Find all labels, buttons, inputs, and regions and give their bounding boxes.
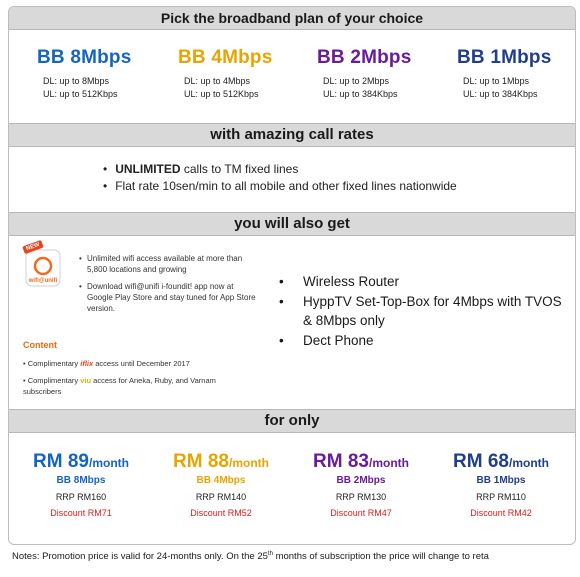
extras-item: • Wireless Router (273, 272, 573, 292)
plan-4mbps (178, 47, 318, 101)
viu-logo: viu (80, 376, 92, 385)
iflix-logo: iflix (80, 359, 94, 368)
price-amount: RM 88 (173, 451, 229, 472)
price-discount: Discount RM52 (190, 508, 252, 518)
wifi-unifi-app-icon (25, 247, 61, 287)
wifi-line-2: Download wifi@unifi i-foundit! app now at Google Play Store and stay tuned for App Store version. (87, 282, 256, 313)
new-badge: NEW (22, 240, 44, 254)
plan-name: BB 1Mbps (457, 47, 552, 68)
svg-text:wifi@unifi: wifi@unifi (28, 278, 58, 284)
plan-2mbps (317, 47, 457, 101)
pricing-title: for only (9, 409, 575, 433)
price-rrp: RRP RM160 (55, 492, 107, 502)
plan-dl: DL: up to 1Mbps (463, 76, 530, 86)
plan-ul: UL: up to 512Kbps (43, 89, 118, 99)
plan-ul: UL: up to 384Kbps (323, 89, 398, 99)
plan-dl: DL: up to 4Mbps (184, 76, 251, 86)
plan-dl: DL: up to 8Mbps (43, 76, 110, 86)
notes-text: Notes: Promotion price is valid for 24-months only. On the 25th months of subscription the price will change to reta (12, 551, 489, 563)
plan-1mbps (457, 47, 576, 101)
call-rate-item: • UNLIMITED calls to TM fixed lines (103, 161, 457, 178)
price-4mbps: RM 88/month BB 4Mbps RRP RM140 Discount RM52 (151, 451, 291, 518)
call-rate-item: • Flat rate 10sen/min to all mobile and other fixed lines nationwide (103, 178, 457, 195)
plan-ul: UL: up to 512Kbps (184, 89, 259, 99)
header-title: Pick the broadband plan of your choice (9, 7, 575, 30)
price-plan: BB 8Mbps (56, 475, 106, 486)
price-discount: Discount RM47 (330, 508, 392, 518)
price-rrp: RRP RM110 (476, 492, 526, 502)
wifi-line-1: Unlimited wifi access available at more than 5,800 locations and growing (87, 254, 243, 274)
extras-item: • HyppTV Set-Top-Box for 4Mbps with TVOS & 8Mbps only (273, 292, 573, 331)
price-1mbps: RM 68/month BB 1Mbps RRP RM110 Discount RM42 (431, 451, 571, 518)
call-rates-title: with amazing call rates (9, 123, 575, 147)
plan-name: BB 8Mbps (37, 47, 132, 68)
extras-list (273, 272, 573, 350)
plan-name: BB 4Mbps (178, 47, 273, 68)
price-amount: RM 68 (453, 451, 509, 472)
extras-item: • Dect Phone (273, 331, 573, 351)
content-list: • Complimentary iflix access until December 2017 • Complimentary viu access for Aneka, Ruby, and Varnam subscribers (23, 359, 216, 396)
price-rrp: RRP RM140 (195, 492, 247, 502)
price-amount: RM 83 (313, 451, 369, 472)
price-plan: BB 4Mbps (196, 475, 246, 486)
promo-card (8, 6, 576, 545)
call-rates-list (103, 161, 457, 195)
plan-dl: DL: up to 2Mbps (323, 76, 390, 86)
price-discount: Discount RM42 (470, 508, 532, 518)
plan-ul: UL: up to 384Kbps (463, 89, 538, 99)
price-amount: RM 89 (33, 451, 89, 472)
wifi-info: • Unlimited wifi access available at more than 5,800 locations and growing • Download wifi@unifi i-foundit! app now at Google Play Store and stay tuned for App Store version. (79, 254, 256, 313)
content-label: Content (23, 340, 57, 350)
price-rrp: RRP RM130 (335, 492, 387, 502)
price-plan: BB 1Mbps (476, 475, 526, 486)
price-discount: Discount RM71 (50, 508, 112, 518)
plan-name: BB 2Mbps (317, 47, 412, 68)
plan-8mbps (37, 47, 177, 101)
extras-title: you will also get (9, 212, 575, 236)
price-2mbps: RM 83/month BB 2Mbps RRP RM130 Discount RM47 (291, 451, 431, 518)
price-8mbps: RM 89/month BB 8Mbps RRP RM160 Discount RM71 (11, 451, 151, 518)
price-plan: BB 2Mbps (336, 475, 386, 486)
